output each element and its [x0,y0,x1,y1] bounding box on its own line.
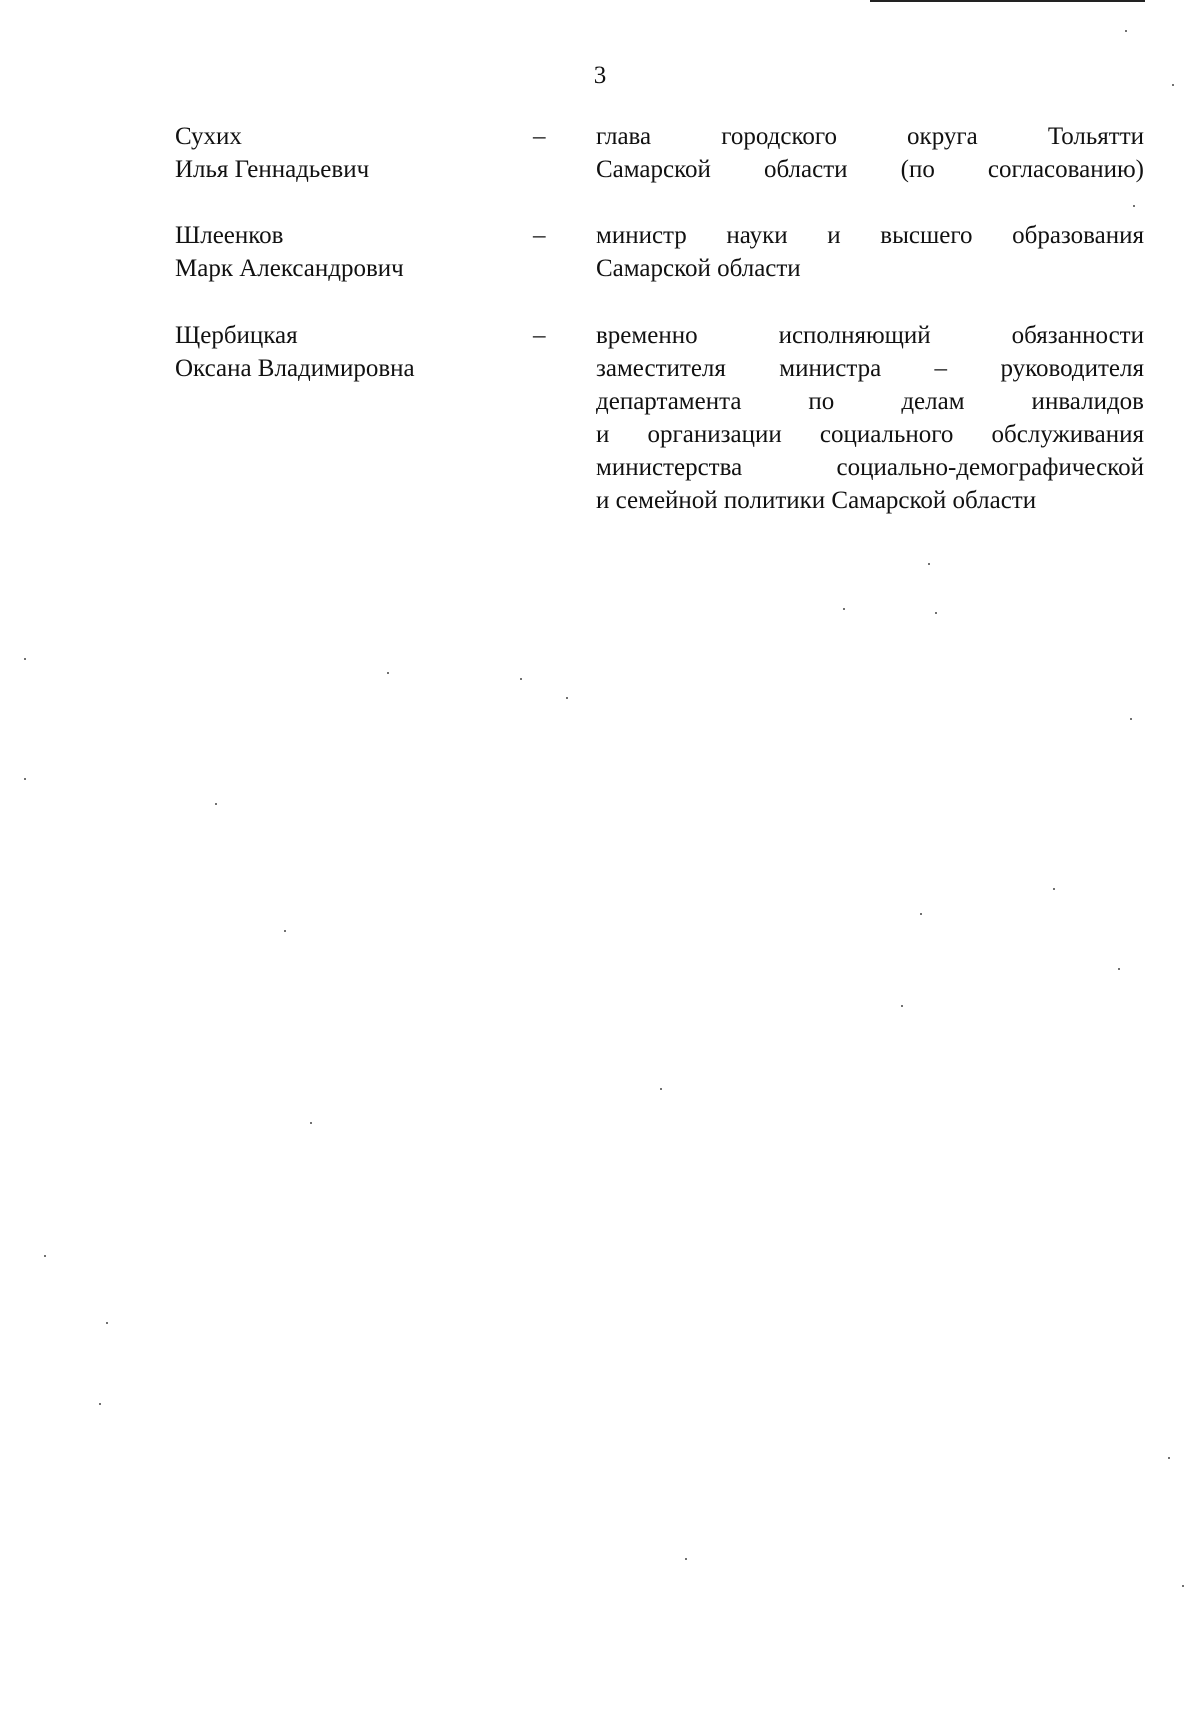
entry-dash: – [533,322,546,349]
scan-speck [1125,30,1127,32]
position-line: Самарской области [596,255,801,282]
scan-speck [935,612,937,614]
scan-speck [1172,84,1174,86]
scan-speck [24,778,26,780]
position-line: и семейной политики Самарской области [596,487,1037,514]
scan-speck [660,1088,662,1090]
scan-speck [1118,968,1120,970]
member-surname: Щербицкая [175,322,298,349]
member-name [175,219,495,285]
position-line: министр науки и высшего образования [596,222,1144,249]
scan-speck [44,1255,46,1257]
member-given-names: Марк Александрович [175,255,404,282]
entry-dash: – [533,123,546,150]
page-number: 3 [593,62,607,89]
member-name [175,319,495,385]
member-surname: Сухих [175,123,242,150]
scan-speck [520,678,522,680]
member-position [596,120,1144,186]
position-line: заместителя министра – руководителя [596,355,1144,382]
member-given-names: Илья Геннадьевич [175,156,370,183]
scan-speck [685,1558,687,1560]
scan-speck [106,1322,108,1324]
position-line: глава городского округа Тольятти [596,123,1144,150]
entry-dash: – [533,222,546,249]
scan-speck [920,913,922,915]
scan-speck [1168,1457,1170,1459]
scan-speck [1130,718,1132,720]
position-line: и организации социального обслуживания [596,421,1144,448]
scan-speck [1182,1585,1184,1587]
top-edge-rule [870,0,1145,2]
position-line: временно исполняющий обязанности [596,322,1144,349]
position-line: департамента по делам инвалидов [596,388,1144,415]
scan-speck [284,930,286,932]
position-line: министерства социально-демографической [596,454,1144,481]
member-position [596,319,1144,517]
scan-speck [928,563,930,565]
scan-speck [1133,205,1135,207]
scan-speck [566,697,568,699]
scan-speck [24,658,26,660]
scan-speck [99,1403,101,1405]
member-given-names: Оксана Владимировна [175,355,415,382]
scan-speck [310,1122,312,1124]
scan-speck [843,608,845,610]
scan-speck [1053,888,1055,890]
position-line: Самарской области (по согласованию) [596,156,1144,183]
scan-speck [901,1005,903,1007]
member-position [596,219,1144,285]
member-surname: Шлеенков [175,222,284,249]
scan-speck [387,672,389,674]
member-name [175,120,495,186]
scan-speck [215,803,217,805]
